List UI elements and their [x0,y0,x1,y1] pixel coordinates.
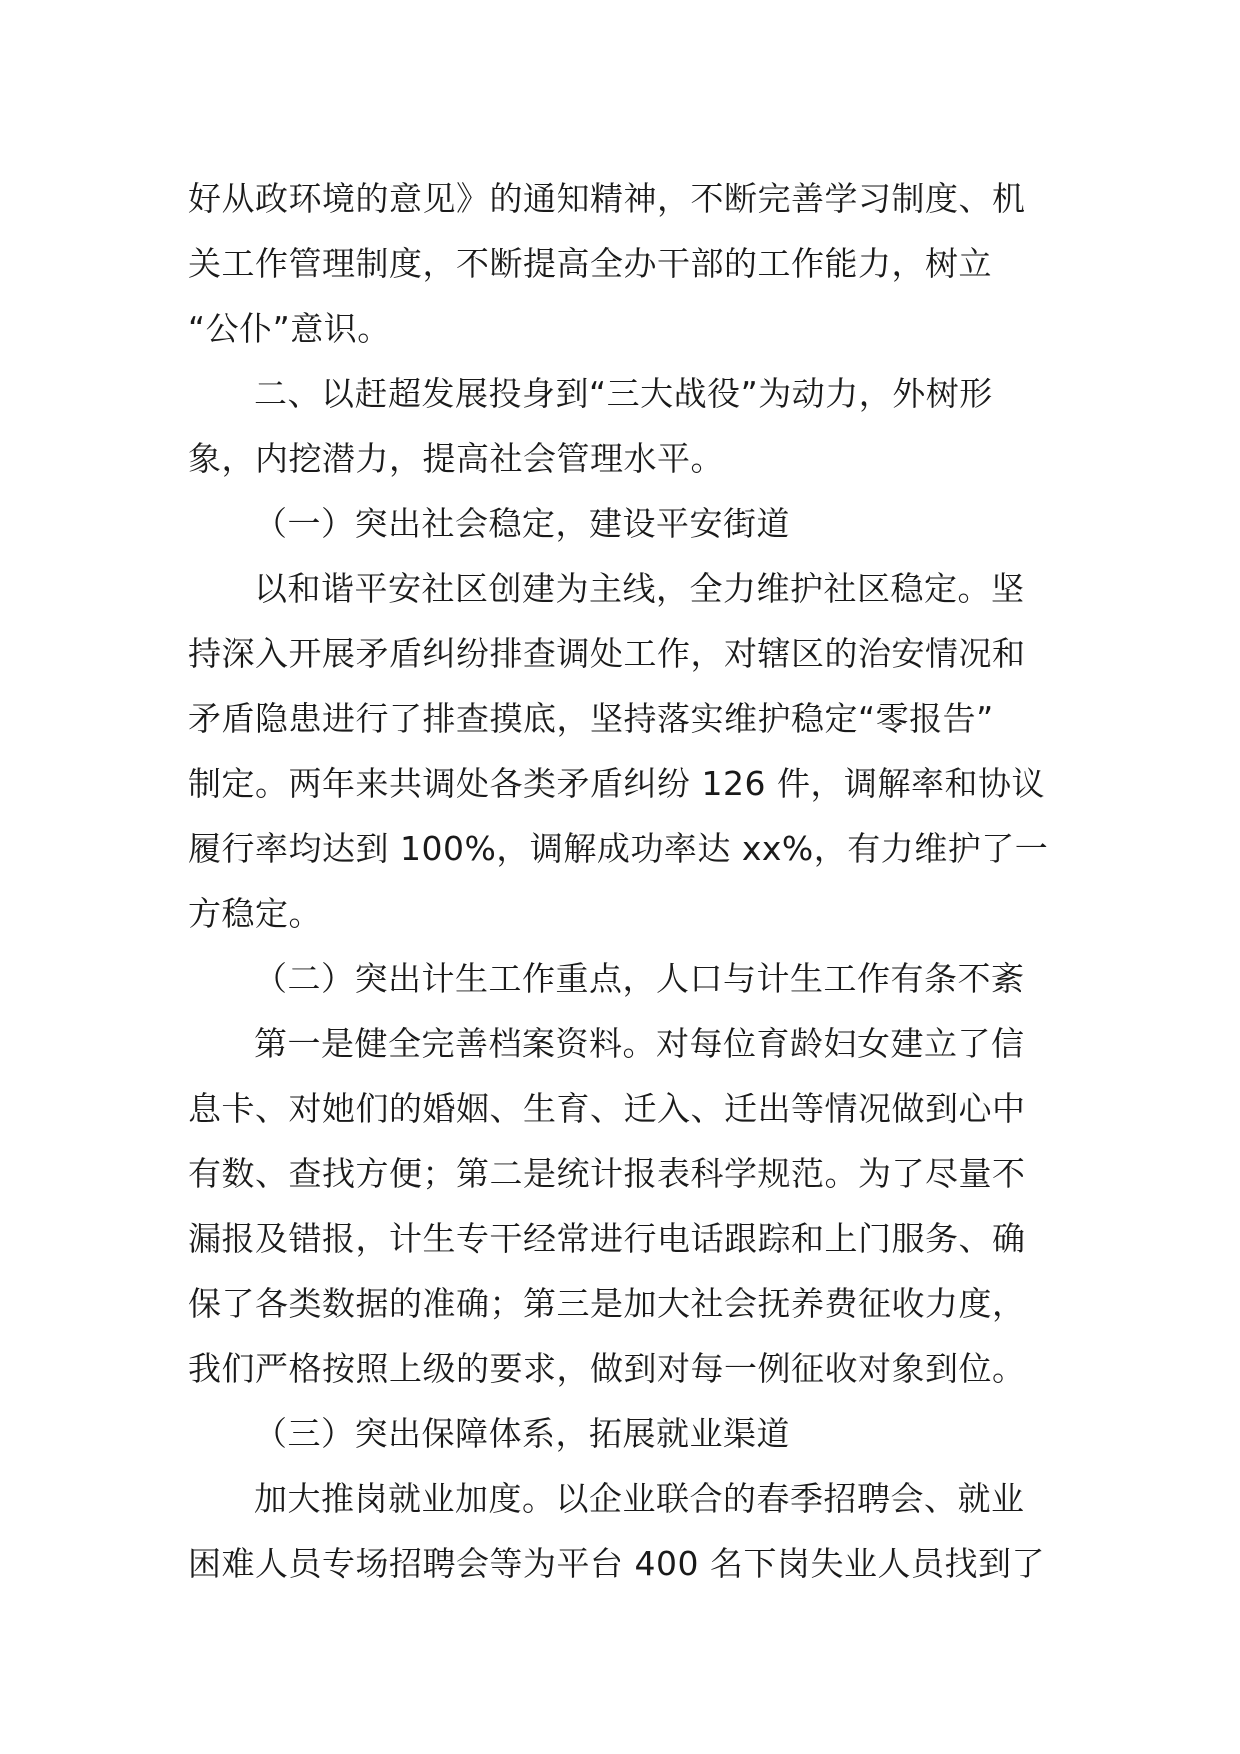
text-line: 保了各类数据的准确；第三是加大社会抚养费征收力度， [188,1284,1026,1323]
text-line: 象，内挖潜力，提高社会管理水平。 [188,439,724,478]
text-line: 我们严格按照上级的要求，做到对每一例征收对象到位。 [188,1349,1026,1388]
text-line: 方稳定。 [188,894,322,933]
heading-text: （一）突出社会稳定，建设平安街道 [254,504,790,543]
text-line: 困难人员专场招聘会等为平台 400 名下岗失业人员找到了 [188,1544,1045,1583]
text-line: 好从政环境的意见》的通知精神，不断完善学习制度、机 [188,179,1026,218]
heading-text: （二）突出计生工作重点，人口与计生工作有条不紊 [254,959,1025,998]
text-line: 漏报及错报，计生专干经常进行电话跟踪和上门服务、确 [188,1219,1026,1258]
subsection-heading-three [188,1401,1064,1466]
text-line: 制定。两年来共调处各类矛盾纠纷 126 件，调解率和协议 [188,764,1045,803]
text-line: “公仆”意识。 [188,309,391,348]
paragraph-social-stability [188,556,1064,946]
paragraph-employment [188,1466,1064,1596]
subsection-heading-two [188,946,1064,1011]
section-title-two [188,361,1064,491]
subsection-heading-one [188,491,1064,556]
text-line: 矛盾隐患进行了排查摸底，坚持落实维护稳定“零报告” [188,699,994,738]
text-line: 息卡、对她们的婚姻、生育、迁入、迁出等情况做到心中 [188,1089,1026,1128]
text-line: 履行率均达到 100%，调解成功率达 xx%，有力维护了一 [188,829,1049,868]
text-line: 以和谐平安社区创建为主线，全力维护社区稳定。坚 [254,569,1025,608]
heading-text: （三）突出保障体系，拓展就业渠道 [254,1414,790,1453]
document-body [188,166,1064,1596]
paragraph-continuation [188,166,1064,361]
text-line: 加大推岗就业加度。以企业联合的春季招聘会、就业 [254,1479,1025,1518]
text-line: 关工作管理制度，不断提高全办干部的工作能力，树立 [188,244,992,283]
text-line: 二、以赶超发展投身到“三大战役”为动力，外树形 [254,374,993,413]
text-line: 有数、查找方便；第二是统计报表科学规范。为了尽量不 [188,1154,1026,1193]
text-line: 持深入开展矛盾纠纷排查调处工作，对辖区的治安情况和 [188,634,1026,673]
paragraph-family-planning [188,1011,1064,1401]
text-line: 第一是健全完善档案资料。对每位育龄妇女建立了信 [254,1024,1025,1063]
